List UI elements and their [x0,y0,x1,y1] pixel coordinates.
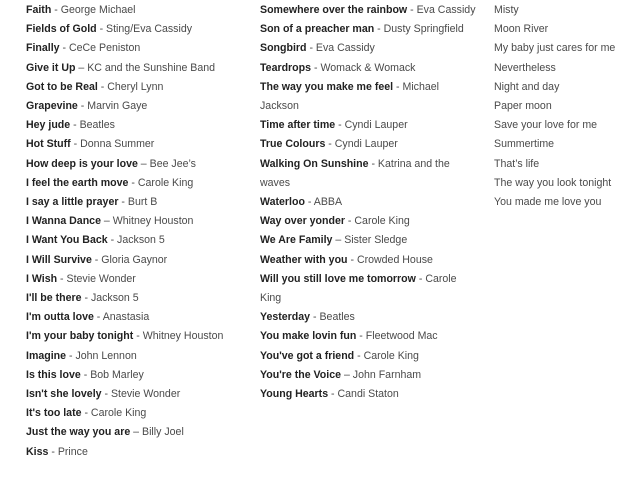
song-title: Just the way you are [26,426,131,439]
list-item: Moon River [494,23,549,36]
song-artist: Carole King [363,349,419,362]
list-item: Misty [494,4,519,16]
song-title: Hot Stuff [26,138,71,151]
song-title: Young Hearts [260,388,329,401]
song-title: Give it Up [26,61,76,74]
list-item: Time after time - Cyndi Lauper [260,119,408,132]
song-title: Time after time [260,119,336,132]
song-title: You make lovin fun [260,330,357,343]
song-title: It's too late [26,407,82,420]
song-artist: Carole King [90,407,147,420]
list-item: Weather with you - Crowded House [260,253,433,266]
song-title: I Want You Back [26,234,108,247]
list-item: Fields of Gold - Sting/Eva Cassidy [26,23,193,36]
list-item: Walking On Sunshine - Katrina and the waves [260,157,450,189]
song-list-column-3 [494,1,620,212]
song-artist: Beatles [319,311,355,324]
song-artist: Anastasia [102,311,150,324]
list-item: Will you still love me tomorrow - Carole King [260,272,457,305]
list-item: Is this love - Bob Marley [26,368,144,381]
list-item: Nevertheless [494,61,556,74]
song-title: The way you make me feel [260,80,394,93]
song-artist: Eva Cassidy [315,42,375,55]
list-item: That’s life [494,157,540,170]
song-artist: Fleetwood Mac [365,330,438,343]
list-item: I say a little prayer - Burt B [26,196,158,209]
list-item: The way you look tonight [494,176,612,189]
song-artist: Whitney Houston [142,330,224,343]
song-title: Waterloo [260,196,305,209]
song-title: Kiss [26,445,49,458]
song-artist: Stevie Wonder [110,388,181,401]
song-artist: Stevie Wonder [66,272,136,285]
song-title: I Wish [26,272,58,285]
song-artist: Carole King [137,176,194,189]
song-title: Teardrops [260,61,312,74]
song-artist: Dusty Springfield [383,23,464,36]
song-title: I'm your baby tonight [26,330,134,343]
song-artist: Jackson 5 [90,292,139,305]
song-title: Finally [26,42,60,55]
list-item: Got to be Real - Cheryl Lynn [26,80,164,93]
list-item: Finally - CeCe Peniston [26,42,141,55]
song-title: You're the Voice [260,368,342,381]
song-title: Son of a preacher man [260,23,375,36]
song-artist: John Lennon [75,349,137,362]
song-title: I'll be there [26,292,82,305]
list-item: You're the Voice – John Farnham [260,368,422,381]
list-item: I Wanna Dance – Whitney Houston [26,215,194,228]
song-title: Way over yonder [260,215,345,228]
list-item: Just the way you are – Billy Joel [26,426,184,439]
song-title: I Will Survive [26,253,92,266]
song-title: I feel the earth move [26,176,129,189]
song-artist: ABBA [313,196,343,209]
list-item: I feel the earth move - Carole King [26,176,194,189]
song-list-column-1 [26,1,246,462]
song-title: Walking On Sunshine [260,157,369,170]
song-artist: Billy Joel [142,426,184,439]
list-item: I Will Survive - Gloria Gaynor [26,253,168,266]
song-artist: Bob Marley [90,368,144,381]
song-artist: Gloria Gaynor [101,253,168,266]
list-item: Son of a preacher man - Dusty Springfield [260,23,464,36]
list-item: I'll be there - Jackson 5 [26,292,139,305]
list-item: How deep is your love – Bee Jee’s [26,157,196,170]
song-title: We Are Family [260,234,333,247]
song-artist: Beatles [79,119,115,132]
song-artist: Marvin Gaye [87,100,148,113]
song-title: Grapevine [26,100,78,113]
list-item: I Want You Back - Jackson 5 [26,234,165,247]
list-item: It's too late - Carole King [26,407,147,420]
list-item: You made me love you [494,196,602,209]
list-item: Young Hearts - Candi Staton [260,388,399,401]
song-artist: Jackson 5 [117,234,165,247]
list-item: Waterloo - ABBA [260,196,343,209]
song-title: Got to be Real [26,80,98,93]
song-artist: Carole King [260,272,457,305]
song-title: Songbird [260,42,307,55]
list-item: We Are Family – Sister Sledge [260,234,408,247]
song-list-column-2 [260,1,480,404]
song-title: Is this love [26,368,81,381]
list-item: Yesterday - Beatles [260,311,355,324]
list-item: The way you make me feel - Michael Jackson [260,80,440,113]
song-artist: Whitney Houston [112,215,194,228]
song-artist: Carole King [354,215,410,228]
song-artist: Prince [57,445,88,458]
list-item: Hot Stuff - Donna Summer [26,138,155,151]
song-artist: Katrina and the waves [260,157,450,189]
song-artist: Sister Sledge [344,234,408,247]
list-item: Teardrops - Womack & Womack [260,61,416,74]
song-title: Imagine [26,349,67,362]
list-item: I'm your baby tonight - Whitney Houston [26,330,224,343]
song-title: Hey jude [26,119,71,132]
song-title: How deep is your love [26,157,138,170]
song-title: Weather with you [260,253,348,266]
list-item: Imagine - John Lennon [26,349,137,362]
song-artist: Sting/Eva Cassidy [106,23,193,36]
song-artist: Donna Summer [80,138,155,151]
list-item: True Colours - Cyndi Lauper [260,138,398,151]
song-artist: Candi Staton [337,388,399,401]
list-item: Way over yonder - Carole King [260,215,410,228]
song-title: Faith [26,4,52,16]
song-artist: Eva Cassidy [416,4,476,16]
song-artist: Burt B [127,196,158,209]
song-title: Yesterday [260,311,311,324]
song-title: Will you still love me tomorrow [260,272,416,285]
list-item: Paper moon [494,100,552,113]
list-item: Night and day [494,80,560,93]
song-title: Somewhere over the rainbow [260,4,408,16]
list-item: Save your love for me [494,119,598,132]
song-artist: Cyndi Lauper [344,119,408,132]
song-artist: Michael Jackson [260,80,440,113]
song-title: I'm outta love [26,311,94,324]
list-item: I Wish - Stevie Wonder [26,272,136,285]
song-title: Fields of Gold [26,23,97,36]
song-title: You've got a friend [260,349,355,362]
song-artist: Crowded House [356,253,433,266]
list-item: Songbird - Eva Cassidy [260,42,375,55]
song-artist: KC and the Sunshine Band [87,61,216,74]
song-title: I Wanna Dance [26,215,101,228]
song-artist: CeCe Peniston [68,42,141,55]
song-artist: George Michael [60,4,136,16]
list-item: You've got a friend - Carole King [260,349,419,362]
list-item: Hey jude - Beatles [26,119,115,132]
list-item: Kiss - Prince [26,445,88,458]
song-artist: Bee Jee’s [149,157,196,170]
list-item: Somewhere over the rainbow - Eva Cassidy [260,4,476,16]
list-item: Grapevine - Marvin Gaye [26,100,148,113]
list-item: Faith - George Michael [26,4,136,16]
song-artist: John Farnham [352,368,422,381]
list-item: Summertime [494,138,555,151]
list-item: Give it Up – KC and the Sunshine Band [26,61,216,74]
song-artist: Cyndi Lauper [334,138,398,151]
song-title: True Colours [260,138,326,151]
song-title: Isn't she lovely [26,388,102,401]
song-artist: Cheryl Lynn [107,80,164,93]
list-item: Isn't she lovely - Stevie Wonder [26,388,181,401]
song-title: I say a little prayer [26,196,119,209]
list-item: My baby just cares for me [494,42,616,55]
list-item: You make lovin fun - Fleetwood Mac [260,330,438,343]
list-item: I'm outta love - Anastasia [26,311,150,324]
song-artist: Womack & Womack [320,61,416,74]
